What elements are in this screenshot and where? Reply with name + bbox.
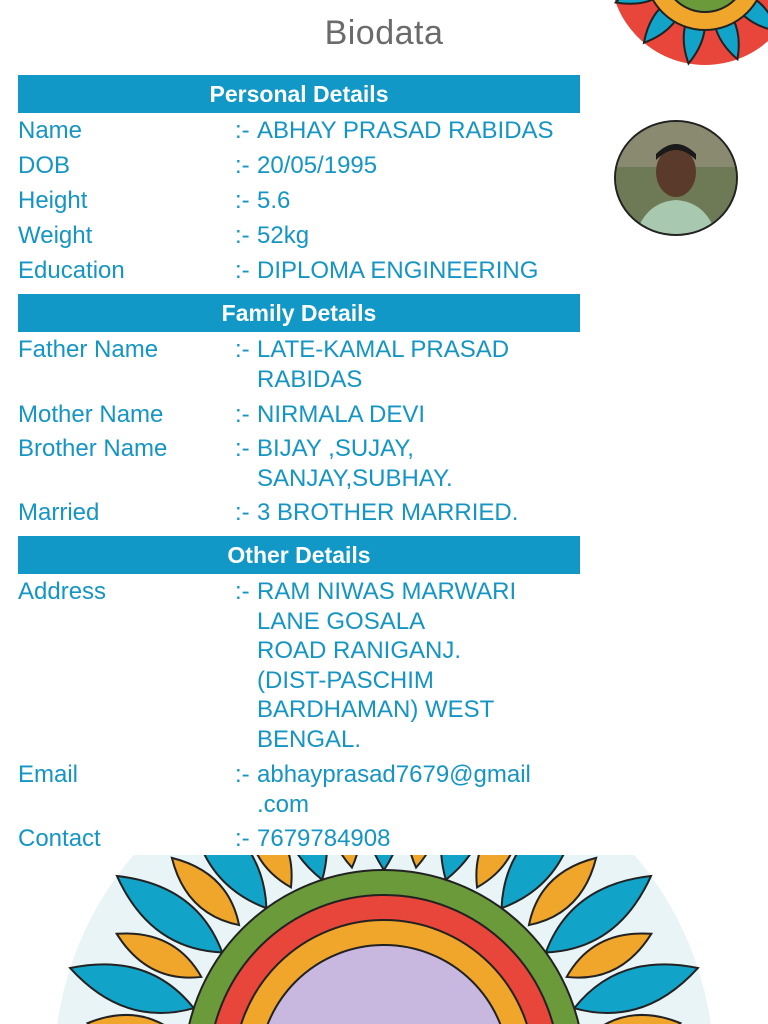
married-label: Married: [18, 499, 100, 526]
family-details-heading: Family Details: [18, 294, 580, 332]
separator: :-: [235, 499, 250, 526]
profile-photo: [614, 120, 738, 236]
father-label: Father Name: [18, 336, 159, 363]
separator: :-: [235, 825, 250, 852]
separator: :-: [235, 257, 250, 284]
brother-value-line1: BIJAY ,SUJAY,: [257, 435, 414, 462]
address-label: Address: [18, 578, 107, 605]
contact-label: Contact: [18, 825, 101, 852]
address-line2: LANE GOSALA: [257, 608, 426, 635]
address-line1: RAM NIWAS MARWARI: [257, 578, 517, 605]
email-row: [18, 760, 578, 820]
separator: :-: [235, 578, 250, 605]
separator: :-: [235, 222, 250, 249]
weight-label: Weight: [18, 222, 93, 249]
address-line4: (DIST-PASCHIM: [257, 667, 434, 694]
father-value-line2: RABIDAS: [257, 366, 363, 393]
email-label: Email: [18, 761, 79, 788]
brother-row: [18, 434, 578, 494]
brother-value-line2: SANJAY,SUBHAY.: [257, 465, 453, 492]
address-line5: BARDHAMAN) WEST: [257, 696, 495, 723]
name-label: Name: [18, 117, 83, 144]
separator: :-: [235, 117, 250, 144]
address-row: [18, 577, 578, 757]
address-line3: ROAD RANIGANJ.: [257, 637, 462, 664]
contact-value: 7679784908: [257, 825, 391, 852]
separator: :-: [235, 761, 250, 788]
married-value: 3 BROTHER MARRIED.: [257, 499, 519, 526]
separator: :-: [235, 435, 250, 462]
other-details-heading: Other Details: [18, 536, 580, 574]
education-value: DIPLOMA ENGINEERING: [257, 257, 539, 284]
education-label: Education: [18, 257, 125, 284]
personal-details-heading: Personal Details: [18, 75, 580, 113]
mother-label: Mother Name: [18, 401, 164, 428]
page-title: Biodata: [324, 14, 444, 52]
separator: :-: [235, 401, 250, 428]
height-value: 5.6: [257, 187, 291, 214]
email-value-line2: .com: [257, 791, 310, 818]
separator: :-: [235, 187, 250, 214]
dob-value: 20/05/1995: [257, 152, 378, 179]
father-value-line1: LATE-KAMAL PRASAD: [257, 336, 510, 363]
mandala-top-ornament: [580, 0, 768, 120]
separator: :-: [235, 336, 250, 363]
father-row: [18, 335, 578, 395]
email-value-line1: abhayprasad7679@gmail: [257, 761, 531, 788]
dob-label: DOB: [18, 152, 71, 179]
weight-value: 52kg: [257, 222, 310, 249]
height-label: Height: [18, 187, 88, 214]
mother-value: NIRMALA DEVI: [257, 401, 426, 428]
mandala-bottom-ornament: [0, 855, 768, 1024]
name-value: ABHAY PRASAD RABIDAS: [257, 117, 554, 144]
brother-label: Brother Name: [18, 435, 168, 462]
address-line6: BENGAL.: [257, 726, 362, 753]
separator: :-: [235, 152, 250, 179]
